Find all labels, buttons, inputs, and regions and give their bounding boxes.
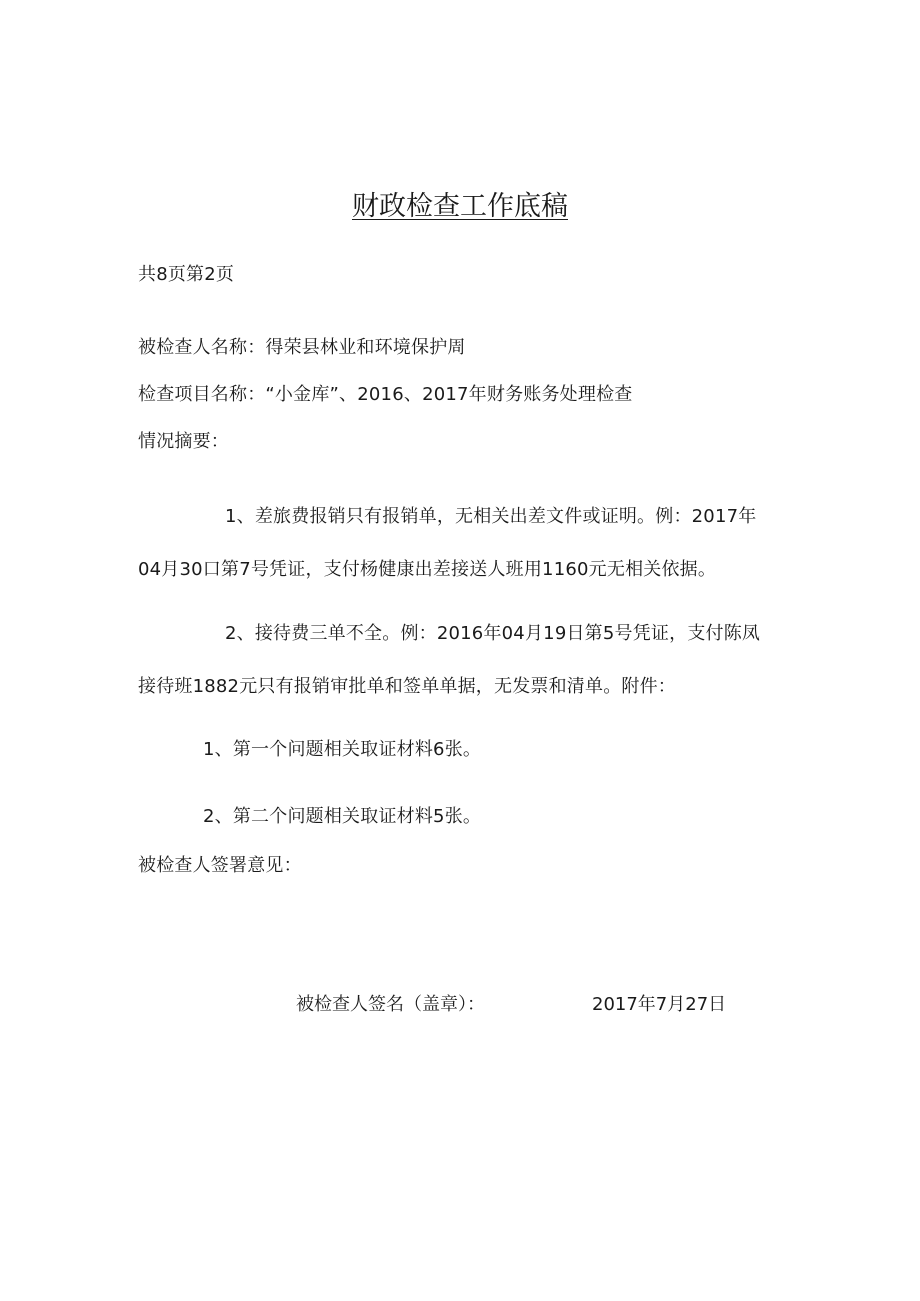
project-label: 检查项目名称： [138,384,266,405]
page-info: 共8页第2页 [138,264,235,285]
finding-1: 1、差旅费报销只有报销单，无相关出差文件或证明。例：2017年04月30口第7号凭证，支付杨健康出差接送人班用1160元无相关依据。 [138,506,757,580]
summary-label: 情况摘要： [138,431,229,452]
finding-2: 2、接待费三单不全。例：2016年04月19日第5号凭证，支付陈凤接待班1882元只有报销审批单和签单单据，无发票和清单。附件： [138,623,761,697]
document-title-text: 财政检查工作底稿 [352,191,568,222]
inspected-party-label: 被检查人名称： [138,337,266,358]
attachment-2: 2、第二个问题相关取证材料5张。 [203,806,482,827]
opinion-label: 被检查人签署意见： [138,855,302,876]
project-row [138,382,632,408]
attachment-1: 1、第一个问题相关取证材料6张。 [203,739,482,760]
project-value: “小金库”、2016、2017年财务账务处理检查 [265,384,633,405]
inspected-party-row [138,335,466,361]
signature-label: 被检查人签名（盖章）： [296,994,485,1015]
signature-date: 2017年7月27日 [592,994,727,1015]
inspected-party-value: 得荣县林业和环境保护周 [265,337,466,358]
document-title [0,188,920,226]
